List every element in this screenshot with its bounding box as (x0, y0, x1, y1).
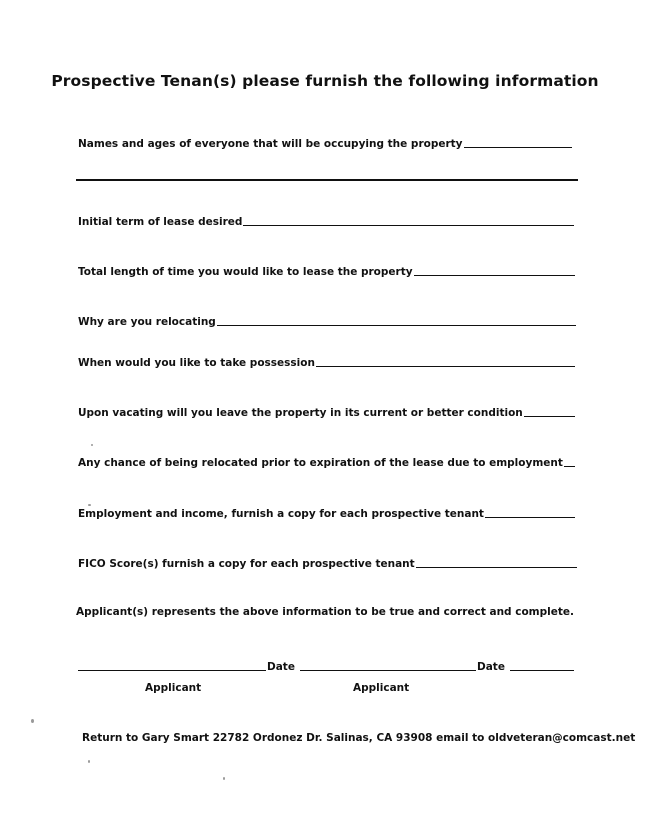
field-relocating-reason (78, 316, 576, 328)
field-label: Employment and income, furnish a copy for each prospective tenant (78, 508, 484, 520)
scan-speck (88, 504, 91, 506)
fill-in-line[interactable] (217, 324, 576, 326)
field-fico-score (78, 558, 577, 570)
field-label: FICO Score(s) furnish a copy for each prospective tenant (78, 558, 415, 570)
scan-speck (223, 777, 225, 780)
fill-in-line[interactable] (524, 415, 575, 417)
fill-in-line[interactable] (243, 224, 574, 226)
field-initial-term (78, 216, 574, 228)
field-label: Any chance of being relocated prior to expiration of the lease due to employment (78, 457, 563, 469)
field-label: Why are you relocating (78, 316, 216, 328)
fill-in-line[interactable] (464, 146, 572, 148)
date-line-2[interactable] (510, 669, 574, 671)
applicant-label-2: Applicant (353, 682, 410, 694)
fill-in-line[interactable] (316, 365, 575, 367)
field-occupants (78, 138, 572, 150)
scan-speck (31, 719, 34, 723)
field-label: Names and ages of everyone that will be occupying the property (78, 138, 463, 150)
fill-in-line[interactable] (564, 465, 575, 467)
scan-speck (88, 760, 90, 763)
field-total-length (78, 266, 575, 278)
date-label-1: Date (267, 661, 295, 673)
fill-in-line[interactable] (414, 274, 575, 276)
date-label-2: Date (477, 661, 505, 673)
full-width-rule[interactable] (76, 179, 578, 181)
signature-row (78, 657, 574, 673)
fill-in-line[interactable] (485, 516, 575, 518)
field-possession-date (78, 357, 575, 369)
applicant-signature-line-1[interactable] (78, 669, 266, 671)
field-label: When would you like to take possession (78, 357, 315, 369)
form-title: Prospective Tenan(s) please furnish the following information (51, 72, 599, 90)
return-address: Return to Gary Smart 22782 Ordonez Dr. Salinas, CA 93908 email to oldveteran@comcast.net (82, 732, 636, 744)
field-label: Total length of time you would like to lease the property (78, 266, 413, 278)
fill-in-line[interactable] (416, 566, 577, 568)
applicant-signature-line-2[interactable] (300, 669, 476, 671)
field-property-condition (78, 407, 575, 419)
certification-statement: Applicant(s) represents the above information to be true and correct and complete. (76, 606, 574, 618)
field-employment-income (78, 508, 575, 520)
field-label: Initial term of lease desired (78, 216, 243, 228)
field-relocation-chance (78, 457, 575, 469)
applicant-label-1: Applicant (145, 682, 202, 694)
field-label: Upon vacating will you leave the property in its current or better condition (78, 407, 523, 419)
scan-speck (91, 444, 93, 446)
